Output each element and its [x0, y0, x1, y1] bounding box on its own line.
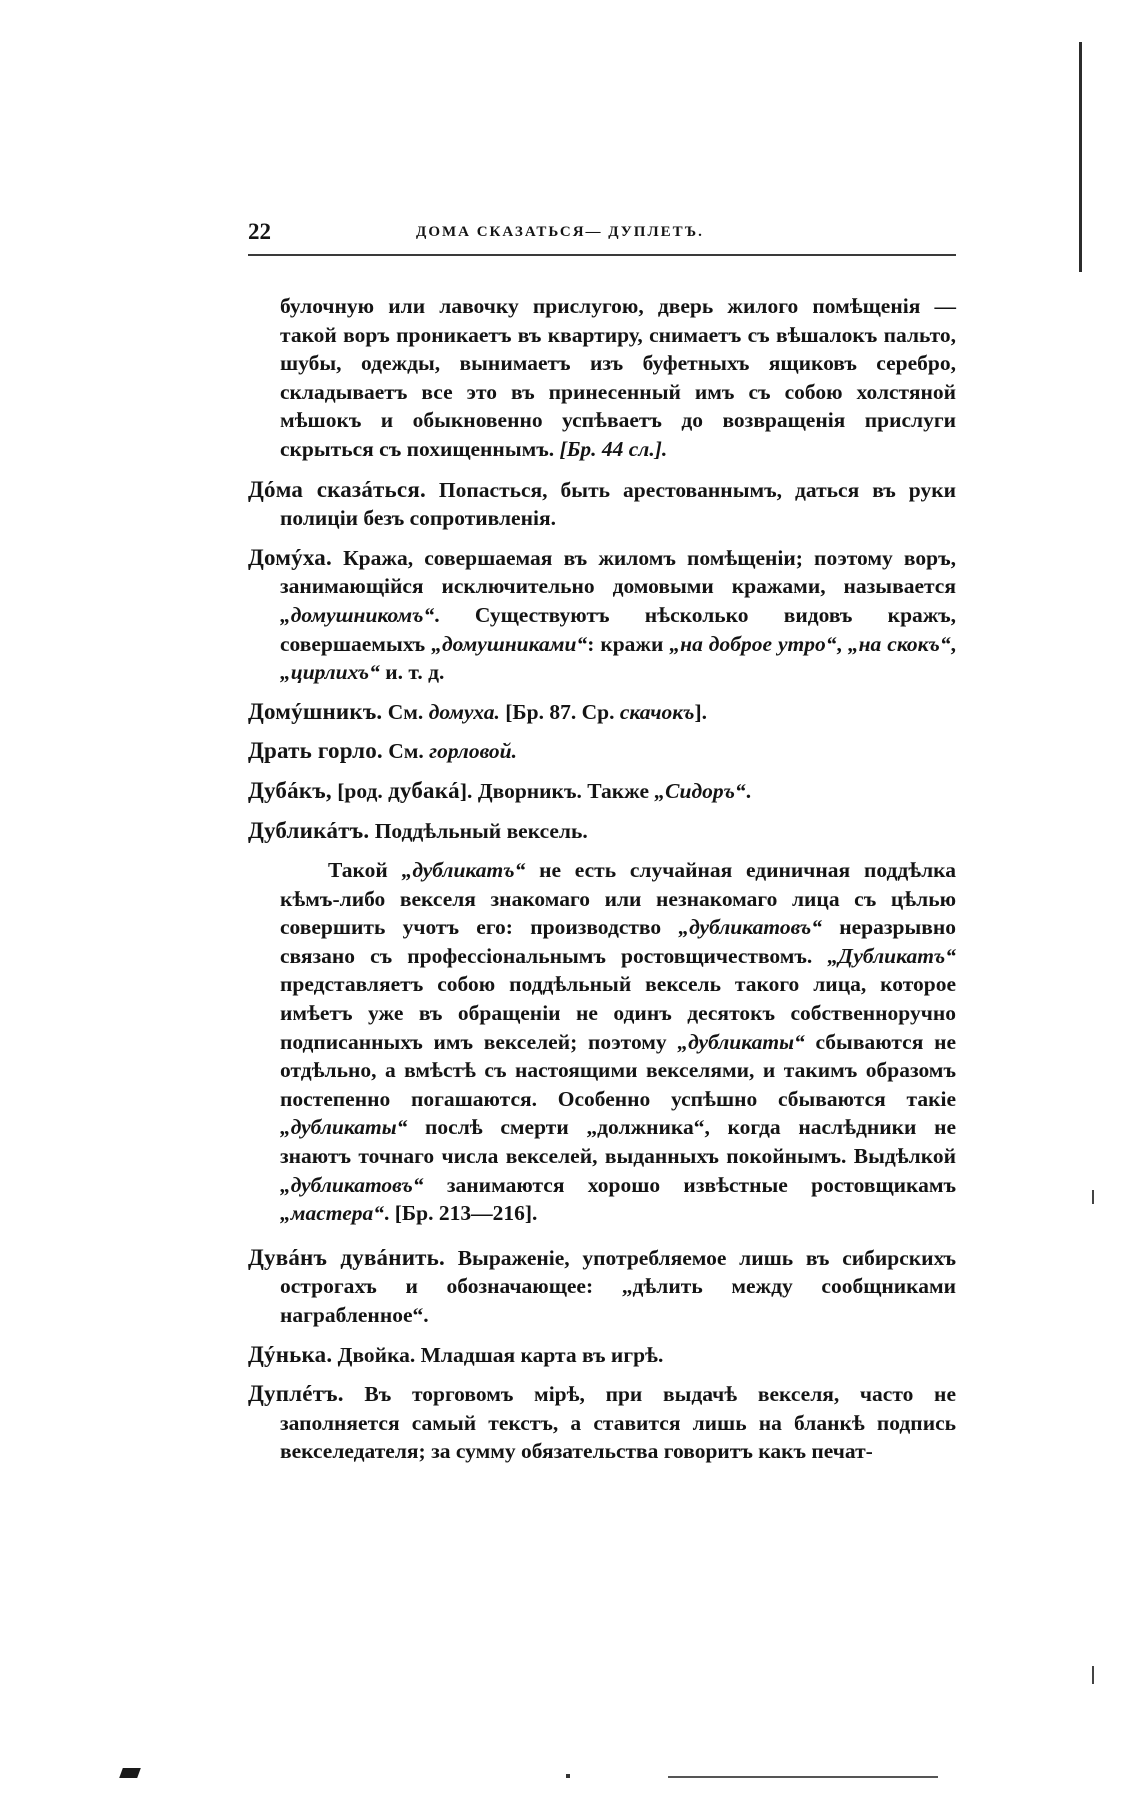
book-edge-line — [1079, 42, 1082, 272]
see-label: См. — [388, 739, 424, 764]
headword: Дубликáтъ. — [248, 817, 370, 843]
definition: Дворникъ. Также — [477, 778, 650, 803]
separator: , — [950, 631, 956, 656]
edge-mark — [1092, 1190, 1094, 1204]
definition: Попасться, быть арестованнымъ, даться въ руки полиціи безъ сопротивленія. — [280, 477, 956, 531]
slang-term: „дубликатовъ“ — [678, 915, 822, 940]
genitive-label: ]. — [459, 778, 473, 803]
headword: Дóма сказáться. — [248, 476, 426, 502]
slang-term: „дубликатъ“ — [401, 858, 526, 883]
cross-reference: горловой. — [429, 739, 517, 764]
entry-text: булочную или лавочку прислугою, дверь жилого помѣщенія — такой воръ проникаетъ въ квартиру, снимаетъ съ вѣшалокъ пальто, шубы, одежды, вынимаетъ изъ буфетныхъ ящиковъ серебро, складываетъ все это въ принесенный имъ съ собою холстяной мѣшокъ и обыкновенно успѣваетъ до возвращенія прислуги скрыться съ похищеннымъ. — [280, 294, 956, 461]
header-rule — [248, 254, 956, 256]
separator: . — [745, 778, 752, 803]
scan-artifact — [119, 1768, 141, 1778]
body-text: послѣ смерти „должника“, когда наслѣдники не знаютъ точнаго числа векселей, выданныхъ покойнымъ. Выдѣлкой — [280, 1115, 956, 1169]
headword: Дубáкъ, — [248, 777, 332, 803]
slang-term: „цирлихъ“ — [280, 660, 380, 685]
slang-term: „Сидоръ“ — [654, 778, 746, 803]
body-text: не есть случайная единичная поддѣлка кѣмъ-либо векселя знакомаго или незнакомаго лица съ цѣлью совершить учотъ его: производство — [280, 858, 956, 940]
body-text: занимаются хорошо извѣстные ростовщикамъ — [446, 1172, 957, 1197]
entry-dublikat-body — [280, 856, 956, 1228]
entry-doma-skazatsya — [248, 476, 956, 533]
headword: Дýнька. — [248, 1341, 333, 1367]
page-number: 22 — [248, 219, 271, 244]
headword: Драть горло. — [248, 738, 383, 764]
cross-reference: домуха. — [428, 699, 500, 724]
entry-continuation — [280, 292, 956, 464]
entry-duvan — [248, 1244, 956, 1330]
edge-mark — [1092, 1666, 1094, 1684]
slang-term: „домушниками“ — [431, 631, 588, 656]
definition: Кража, совершаемая въ жиломъ помѣщеніи; поэтому воръ, занимающійся исключительно домовыми кражами, называется — [280, 545, 956, 599]
entry-domushnik — [248, 698, 956, 727]
definition: и. т. д. — [385, 660, 445, 685]
dictionary-text — [248, 292, 956, 1477]
entry-duplet — [248, 1380, 956, 1466]
headword: Домýшникъ. — [248, 698, 383, 724]
entry-dublikat — [248, 817, 956, 846]
entry-dunka — [248, 1341, 956, 1370]
running-title: ДОМА СКАЗАТЬСЯ— ДУПЛЕТЪ. — [416, 224, 704, 240]
slang-term: „дубликаты“ — [280, 1115, 408, 1140]
definition: Поддѣльный вексель. — [374, 818, 588, 843]
slang-term: „на скокъ“ — [847, 631, 951, 656]
source-reference: [Бр. 87. Ср. — [505, 699, 615, 724]
headword: Домýха. — [248, 544, 332, 570]
source-reference: ]. — [694, 699, 708, 724]
slang-term: „дубликаты“ — [677, 1029, 805, 1054]
slang-term: „дубликатовъ“ — [280, 1172, 424, 1197]
headword: Дуплéтъ. — [248, 1381, 344, 1407]
entry-domukha — [248, 544, 956, 687]
slang-term: „домушникомъ“ — [280, 602, 435, 627]
source-reference: [Бр. 44 сл.]. — [559, 436, 668, 461]
see-label: См. — [387, 699, 424, 724]
slang-term: „Дубликатъ“ — [827, 943, 957, 968]
definition: . Существуютъ нѣсколько видовъ кражъ, совершаемыхъ — [280, 602, 956, 656]
definition: Въ торговомъ мірѣ, при выдачѣ векселя, часто не заполняется самый текстъ, а ставится лишь на бланкѣ подпись векселедателя; за сумму обязательства говоритъ какъ печат- — [280, 1382, 956, 1464]
cross-reference: скачокъ — [619, 699, 695, 724]
source-reference: . [Бр. 213—216]. — [384, 1201, 538, 1226]
scan-artifact — [668, 1776, 938, 1778]
definition: Выраженіе, употребляемое лишь въ сибирскихъ острогахъ и обозначающее: „дѣлить между сообщниками награбленное“. — [280, 1245, 956, 1327]
body-text: сбываются не отдѣльно, а вмѣстѣ съ настоящими векселями, и такимъ образомъ постепенно погашаются. Особенно успѣшно сбываются такіе — [280, 1029, 956, 1111]
body-text: неразрывно связано съ профессіональнымъ ростовщичествомъ. — [280, 915, 957, 968]
entry-dubak — [248, 777, 956, 806]
headword: Дувáнъ дувáнить. — [248, 1244, 445, 1270]
genitive-label: [род. — [337, 778, 383, 803]
slang-term: „мастера“ — [280, 1201, 385, 1226]
body-text: Такой — [328, 858, 388, 883]
entry-drat-gorlo — [248, 737, 956, 766]
scan-artifact — [566, 1774, 570, 1778]
body-text: представляетъ собою поддѣльный вексель такого лица, которое имѣетъ уже въ обращеніи не одинъ десятокъ собственноручно подписанныхъ имъ векселей; поэтому — [280, 972, 956, 1054]
slang-term: „на доброе утро“ — [669, 631, 837, 656]
definition: Двойка. Младшая карта въ игрѣ. — [337, 1342, 664, 1367]
definition: : кражи — [587, 631, 664, 656]
genitive-form: дубакá — [388, 777, 460, 803]
separator: , — [836, 631, 842, 656]
running-head — [244, 219, 958, 255]
